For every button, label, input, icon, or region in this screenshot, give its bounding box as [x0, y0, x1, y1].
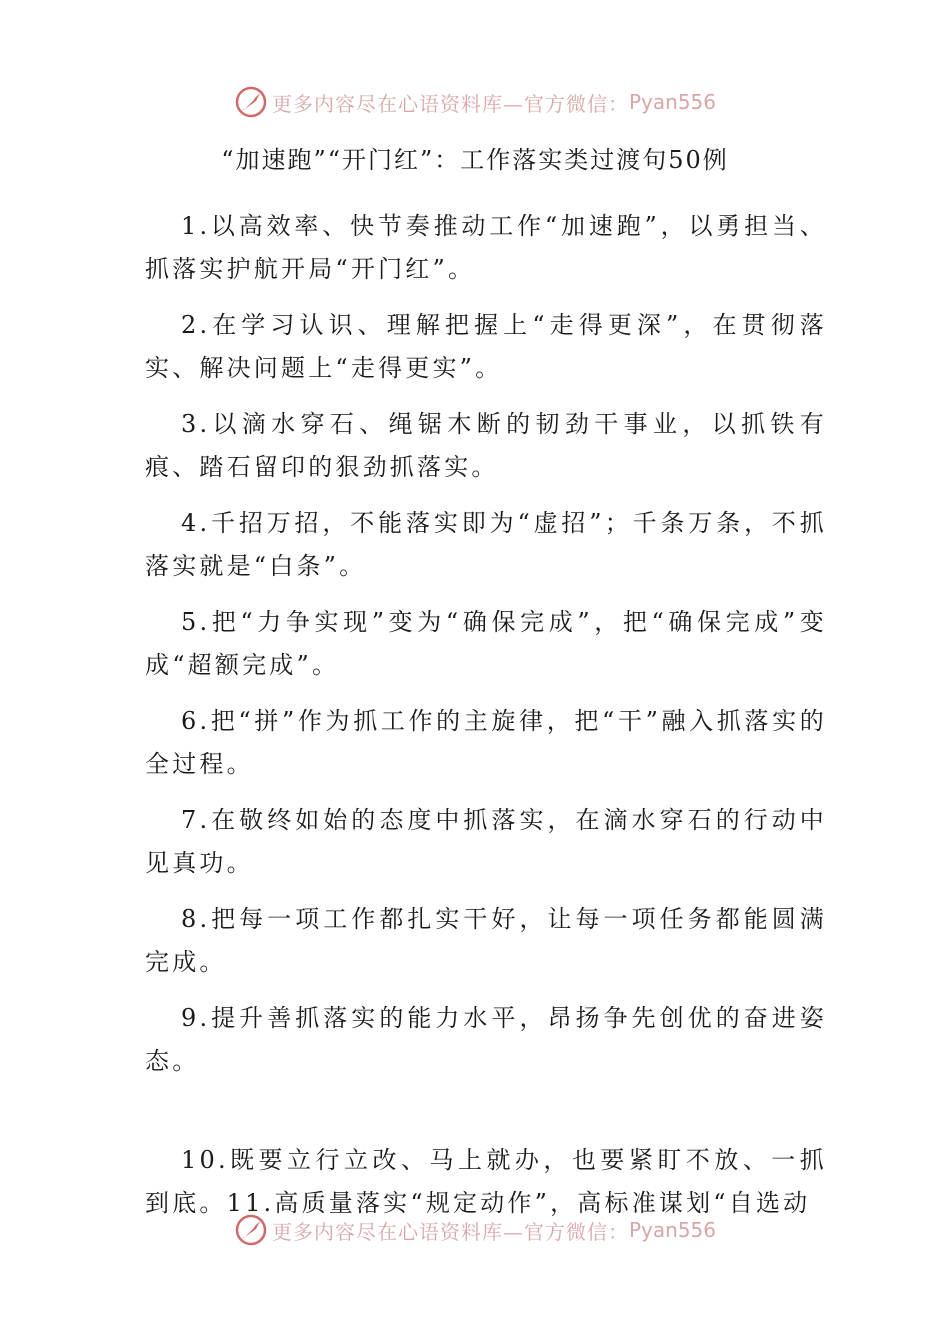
paragraph-6: 6.把“拼”作为抓工作的主旋律，把“干”融入抓落实的全过程。	[145, 707, 827, 778]
watermark-id: Pyan556	[628, 90, 716, 114]
paragraph-5: 5.把“力争实现”变为“确保完成”，把“确保完成”变成“超额完成”。	[145, 608, 827, 679]
paragraph-2: 2.在学习认识、理解把握上“走得更深”，在贯彻落实、解决问题上“走得更实”。	[145, 311, 827, 382]
paragraph-10: 10.既要立行立改、马上就办，也要紧盯不放、一抓到底。11.高质量落实“规定动作”，高标准谋划“自选动	[145, 1146, 827, 1217]
quill-logo-icon	[234, 85, 268, 119]
quill-logo-icon	[234, 1213, 268, 1247]
document-body	[145, 205, 827, 1238]
paragraph-3: 3.以滴水穿石、绳锯木断的韧劲干事业，以抓铁有痕、踏石留印的狠劲抓落实。	[145, 410, 827, 481]
watermark-text: 更多内容尽在心语资料库—官方微信：	[271, 1219, 629, 1244]
watermark-text: 更多内容尽在心语资料库—官方微信：	[271, 91, 629, 116]
watermark-id: Pyan556	[628, 1218, 716, 1242]
watermark-header	[0, 82, 950, 122]
paragraph-9: 9.提升善抓落实的能力水平，昂扬争先创优的奋进姿态。	[145, 1004, 827, 1075]
paragraph-4: 4.千招万招，不能落实即为“虚招”；千条万条，不抓落实就是“白条”。	[145, 509, 827, 580]
paragraph-7: 7.在敬终如始的态度中抓落实，在滴水穿石的行动中见真功。	[145, 806, 827, 877]
watermark-footer	[0, 1210, 950, 1250]
document-title: “加速跑”“开门红”：工作落实类过渡句50例	[221, 146, 729, 174]
paragraph-8: 8.把每一项工作都扎实干好，让每一项任务都能圆满完成。	[145, 905, 827, 976]
paragraph-1: 1.以高效率、快节奏推动工作“加速跑”，以勇担当、抓落实护航开局“开门红”。	[145, 212, 827, 283]
